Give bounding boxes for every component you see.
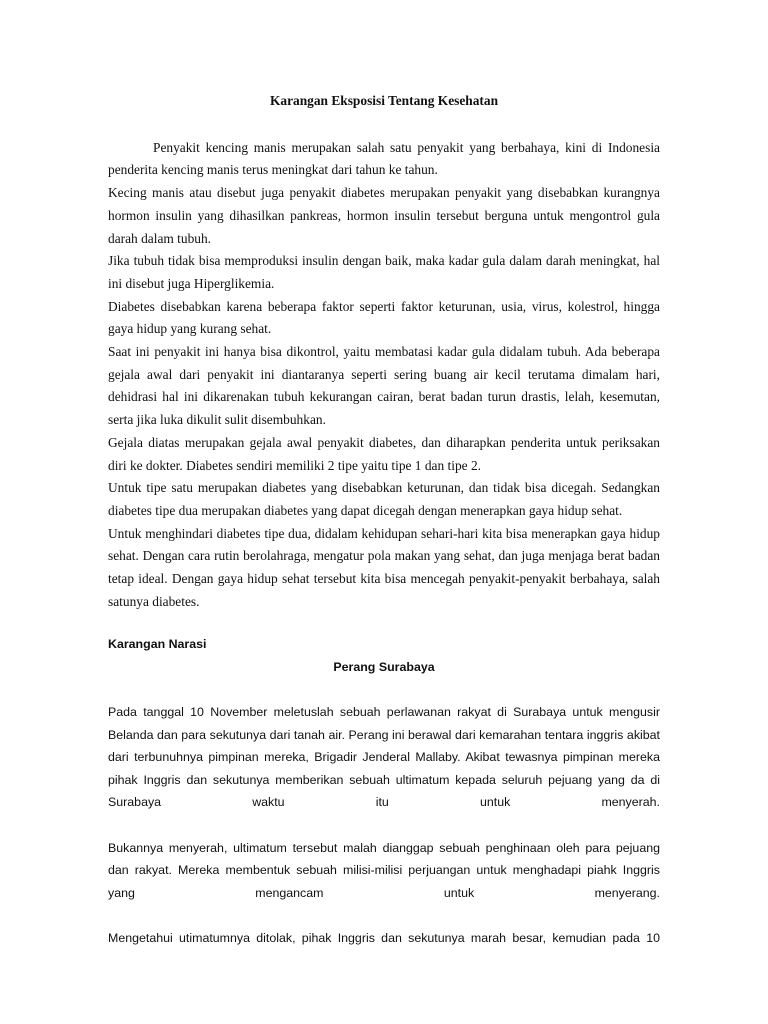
essay-narasi-paragraph-1: Pada tanggal 10 November meletuslah sebuah perlawanan rakyat di Surabaya untuk mengusir Belanda dan para sekutunya dari tanah air. Perang ini berawal dari kemarahan tentara inggris akibat dari terbunuhnya pimpinan mereka, Brigadir Jenderal Mallaby. Akibat tewasnya pimpinan mereka pihak Inggris dan sekutunya memberikan sebuah ultimatum kepada seluruh pejuang yang da di Surabaya waktu itu untuk menyerah. (108, 705, 660, 810)
essay-narasi (108, 633, 660, 950)
essay-eksposisi-paragraph-4: Diabetes disebabkan karena beberapa faktor seperti faktor keturunan, usia, virus, kolestrol, hingga gaya hidup yang kurang sehat. (108, 298, 660, 337)
essay-eksposisi-paragraph-8: Untuk menghindari diabetes tipe dua, didalam kehidupan sehari-hari kita bisa menerapkan gaya hidup sehat. Dengan cara rutin berolahraga, mengatur pola makan yang sehat, dan juga menjaga berat badan tetap ideal. Dengan gaya hidup sehat tersebut kita bisa mencegah penyakit-penyakit berbahaya, salah satunya diabetes. (108, 525, 660, 609)
essay-eksposisi-paragraph-2: Kecing manis atau disebut juga penyakit diabetes merupakan penyakit yang disebabkan kurangnya hormon insulin yang dihasilkan pankreas, hormon insulin tersebut berguna untuk mengontrol gula darah dalam tubuh. (108, 185, 660, 246)
essay-eksposisi-paragraph-5: Saat ini penyakit ini hanya bisa dikontrol, yaitu membatasi kadar gula didalam tubuh. Ada beberapa gejala awal dari penyakit ini diantaranya seperti sering buang air kecil terutama dimalam hari, dehidrasi hal ini dikarenakan tubuh kekurangan cairan, berat badan turun drastis, lelah, kesemutan, serta jika luka dikulit sulit disembuhkan. (108, 344, 660, 428)
essay-eksposisi-title: Karangan Eksposisi Tentang Kesehatan (269, 93, 499, 108)
essay-narasi-label: Karangan Narasi (108, 637, 207, 652)
essay-narasi-paragraph-2: Bukannya menyerah, ultimatum tersebut malah dianggap sebuah penghinaan oleh para pejuang dan rakyat. Mereka membentuk sebuah milisi-milisi perjuangan untuk menghadapi piahk Inggris yang mengancam untuk menyerang. (108, 840, 660, 900)
essay-narasi-paragraph-3: Mengetahui utimatumnya ditolak, pihak Inggris dan sekutunya marah besar, kemudian pada 10 (108, 931, 660, 946)
essay-eksposisi-paragraph-3: Jika tubuh tidak bisa memproduksi insulin dengan baik, maka kadar gula dalam darah meningkat, hal ini disebut juga Hiperglikemia. (108, 253, 660, 291)
essay-narasi-title: Perang Surabaya (333, 659, 435, 674)
essay-eksposisi-paragraph-6: Gejala diatas merupakan gejala awal penyakit diabetes, dan diharapkan penderita untuk periksakan diri ke dokter. Diabetes sendiri memiliki 2 tipe yaitu tipe 1 dan tipe 2. (108, 434, 660, 473)
essay-eksposisi-paragraph-7: Untuk tipe satu merupakan diabetes yang disebabkan keturunan, dan tidak bisa dicegah. Sedangkan diabetes tipe dua merupakan diabetes yang dapat dicegah dengan menerapkan gaya hidup sehat. (108, 480, 660, 518)
essay-eksposisi-paragraph-1: Penyakit kencing manis merupakan salah satu penyakit yang berbahaya, kini di Indonesia penderita kencing manis terus meningkat dari tahun ke tahun. (108, 139, 660, 178)
essay-eksposisi (108, 90, 660, 613)
